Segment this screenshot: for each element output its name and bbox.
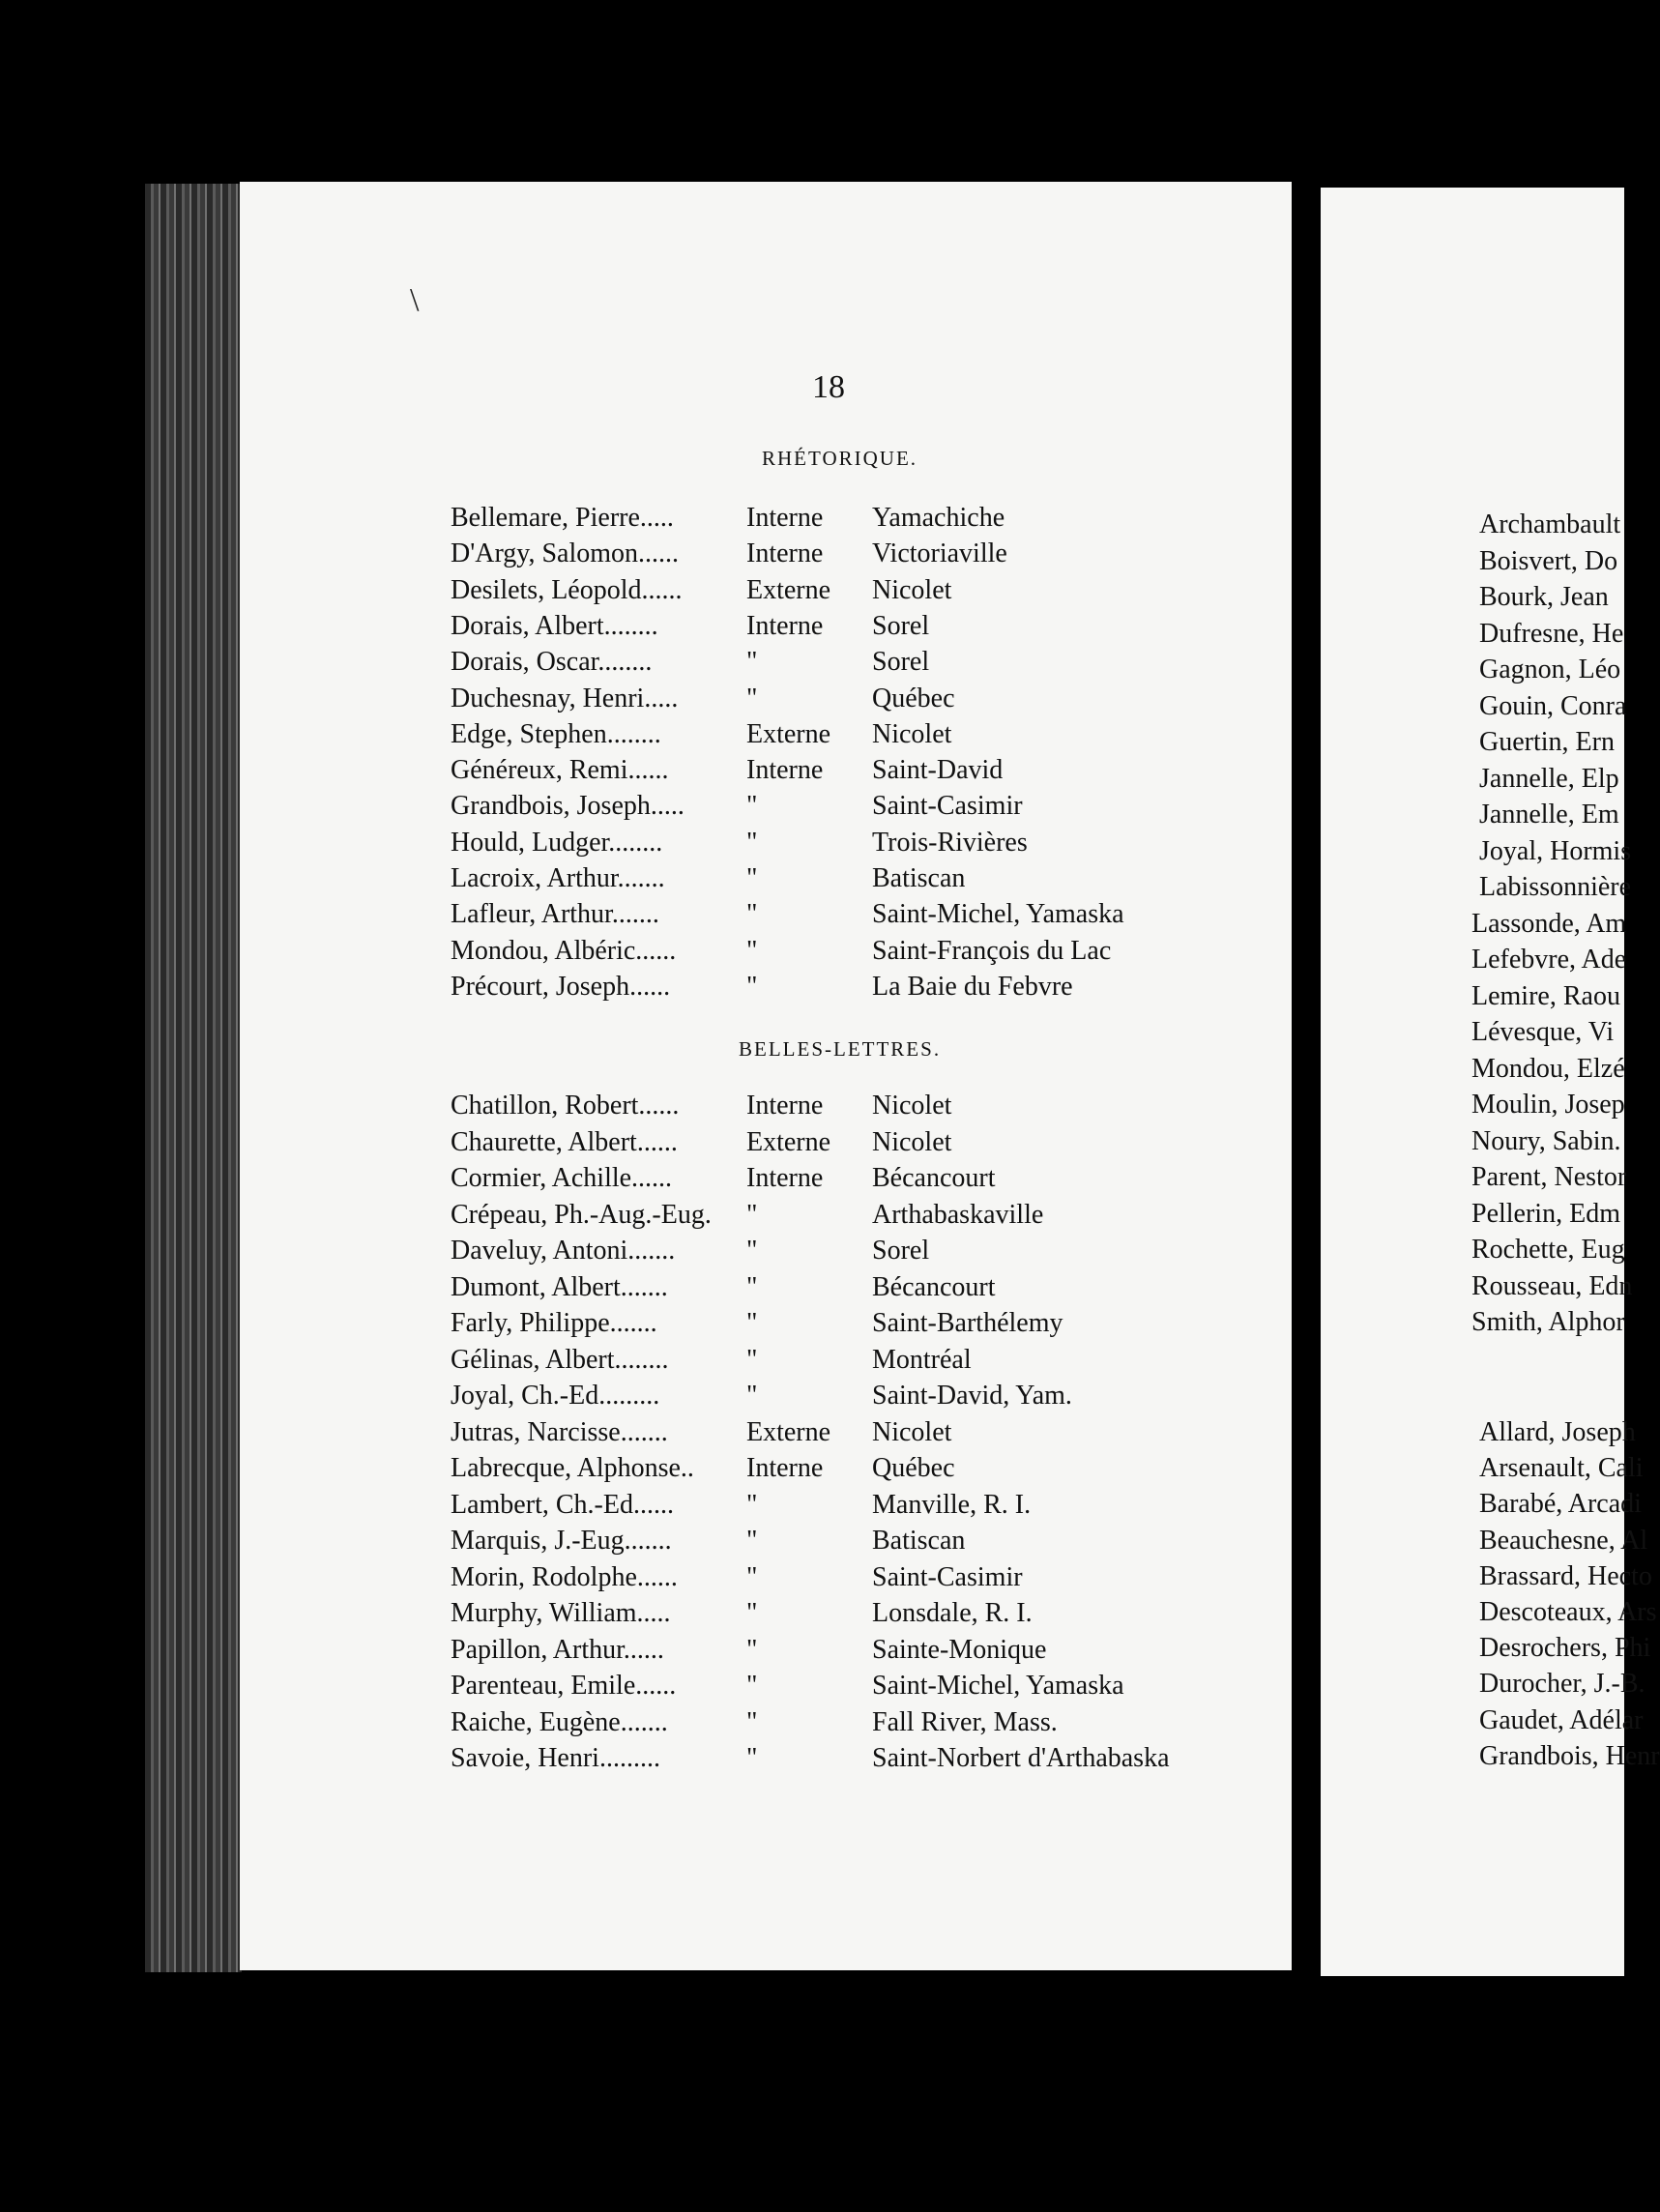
entry-status: " (746, 1271, 758, 1302)
entry-status: " (746, 1381, 758, 1411)
entry-name: Hould, Ludger........ (451, 827, 663, 858)
entry-place: Nicolet (872, 718, 952, 749)
list-item: Archambault (1479, 509, 1621, 539)
list-item (451, 647, 1243, 684)
entry-name: Lafleur, Arthur....... (451, 899, 659, 930)
entry-name: Chatillon, Robert...... (451, 1091, 680, 1121)
entry-name: Chaurette, Albert...... (451, 1126, 678, 1157)
entry-name: Généreux, Remi...... (451, 755, 669, 786)
list-item (451, 1200, 1243, 1237)
entry-place: Saint-David, Yam. (872, 1381, 1072, 1411)
entry-place: Saint-Casimir (872, 1561, 1023, 1592)
list-item (451, 1417, 1243, 1454)
book-page-edges (145, 184, 242, 1972)
list-item: Pellerin, Edm (1471, 1198, 1620, 1229)
entry-place: Sorel (872, 647, 930, 678)
entry-place: Sorel (872, 1236, 930, 1266)
list-item (451, 1671, 1243, 1707)
entry-status: " (746, 971, 758, 1002)
entry-status: Interne (746, 503, 824, 533)
list-item (451, 972, 1243, 1008)
entry-status: " (746, 647, 758, 678)
entry-status: Interne (746, 755, 824, 786)
entry-name: Mondou, Albéric...... (451, 935, 677, 966)
entry-status: Externe (746, 574, 831, 605)
entry-place: Québec (872, 683, 955, 713)
entry-status: " (746, 827, 758, 858)
entry-place: Batiscan (872, 1526, 966, 1556)
entry-name: Marquis, J.-Eug....... (451, 1526, 672, 1556)
entry-status: " (746, 791, 758, 822)
section-heading-rhetorique: RHÉTORIQUE. (762, 447, 918, 470)
entry-status: " (746, 1671, 758, 1701)
list-item: Brassard, Hecto (1479, 1560, 1652, 1591)
entry-place: Bécancourt (872, 1271, 996, 1302)
entry-place: Saint-Michel, Yamaska (872, 1671, 1124, 1701)
entry-place: Montréal (872, 1344, 972, 1375)
list-item: Jannelle, Elp (1479, 763, 1619, 794)
entry-place: Bécancourt (872, 1163, 996, 1193)
list-item: Bourk, Jean (1479, 582, 1609, 612)
list-item (451, 791, 1243, 828)
list-item: Boisvert, Do (1479, 545, 1618, 576)
entry-name: Grandbois, Joseph..... (451, 791, 684, 822)
list-item (451, 1526, 1243, 1562)
entry-status: " (746, 935, 758, 966)
entry-name: Murphy, William..... (451, 1598, 671, 1628)
list-item (451, 1127, 1243, 1164)
entry-status: Interne (746, 610, 824, 641)
entry-place: Victoriaville (872, 538, 1007, 569)
section-heading-belles-lettres: BELLES-LETTRES. (739, 1037, 942, 1061)
entry-status: Interne (746, 1163, 824, 1193)
list-item (451, 1635, 1243, 1672)
list-item (451, 719, 1243, 756)
entry-place: Batiscan (872, 863, 966, 893)
entry-name: Raiche, Eugène....... (451, 1706, 668, 1737)
entry-place: Nicolet (872, 1416, 952, 1447)
entry-name: Savoie, Henri......... (451, 1743, 660, 1773)
entry-place: Sainte-Monique (872, 1634, 1047, 1665)
entry-name: Desilets, Léopold...... (451, 574, 683, 605)
entry-name: Parenteau, Emile...... (451, 1671, 677, 1701)
list-item (451, 755, 1243, 792)
list-item (451, 1272, 1243, 1309)
list-item (451, 503, 1243, 539)
list-item (451, 828, 1243, 864)
list-item: Lemire, Raou (1471, 980, 1620, 1011)
list-item: Arsenault, Cali (1479, 1453, 1644, 1484)
list-item: Smith, Alphor (1471, 1307, 1625, 1337)
list-item: Noury, Sabin. (1471, 1125, 1621, 1156)
entry-status: Interne (746, 1091, 824, 1121)
list-item: Lassonde, Am (1471, 908, 1627, 939)
entry-name: Labrecque, Alphonse.. (451, 1453, 694, 1483)
entry-name: Précourt, Joseph...... (451, 971, 671, 1002)
list-item: Rochette, Eug (1471, 1235, 1625, 1265)
list-item (451, 611, 1243, 648)
entry-place: Arthabaskaville (872, 1199, 1044, 1230)
entry-status: Interne (746, 1453, 824, 1483)
list-item (451, 538, 1243, 575)
entry-name: Gélinas, Albert........ (451, 1344, 669, 1375)
entry-name: Dorais, Oscar........ (451, 647, 653, 678)
list-item: Parent, Nestor (1471, 1162, 1627, 1192)
entry-place: Yamachiche (872, 503, 1005, 533)
entry-name: Crépeau, Ph.-Aug.-Eug. (451, 1199, 712, 1230)
list-item: Labissonnière (1479, 872, 1632, 902)
list-item (451, 1490, 1243, 1527)
entry-place: Nicolet (872, 1126, 952, 1157)
list-item (451, 1091, 1243, 1127)
entry-place: Nicolet (872, 574, 952, 605)
list-item (451, 1562, 1243, 1599)
list-item: Jannelle, Em (1479, 800, 1619, 830)
entry-status: " (746, 1706, 758, 1737)
entry-name: Dumont, Albert....... (451, 1271, 668, 1302)
entry-name: Farly, Philippe....... (451, 1308, 657, 1338)
entry-name: Duchesnay, Henri..... (451, 683, 679, 713)
entry-name: Bellemare, Pierre..... (451, 503, 674, 533)
list-item: Allard, Joseph (1479, 1417, 1636, 1447)
entry-status: " (746, 1236, 758, 1266)
entry-status: " (746, 899, 758, 930)
list-item (451, 575, 1243, 612)
entry-status: " (746, 1561, 758, 1592)
entry-status: " (746, 1598, 758, 1628)
entry-status: Externe (746, 718, 831, 749)
entry-status: " (746, 1634, 758, 1665)
list-item: Durocher, J.-B. (1479, 1669, 1645, 1700)
entry-place: Québec (872, 1453, 955, 1483)
list-item: Lefebvre, Ade (1471, 945, 1627, 975)
entry-place: Fall River, Mass. (872, 1706, 1058, 1737)
list-item: Gaudet, Adélar (1479, 1704, 1644, 1735)
entry-place: Nicolet (872, 1091, 952, 1121)
list-item (451, 1707, 1243, 1744)
list-item: Beauchesne, Al (1479, 1525, 1648, 1556)
list-item: Joyal, Hormis (1479, 835, 1632, 866)
entry-place: Lonsdale, R. I. (872, 1598, 1033, 1628)
entry-status: " (746, 1199, 758, 1230)
entry-status: Interne (746, 538, 824, 569)
entry-place: Saint-Norbert d'Arthabaska (872, 1743, 1170, 1773)
entry-place: Manville, R. I. (872, 1489, 1032, 1520)
page-number: 18 (812, 369, 845, 405)
entry-name: D'Argy, Salomon...... (451, 538, 680, 569)
list-item (451, 1381, 1243, 1417)
entry-status: " (746, 1344, 758, 1375)
entry-status: " (746, 1489, 758, 1520)
list-item (451, 1236, 1243, 1272)
entry-status: " (746, 1526, 758, 1556)
list-item (451, 1345, 1243, 1382)
list-item (451, 1163, 1243, 1200)
entry-place: Saint-Michel, Yamaska (872, 899, 1124, 930)
list-item (451, 936, 1243, 973)
list-item (451, 1308, 1243, 1345)
list-item (451, 1743, 1243, 1780)
entry-status: " (746, 1743, 758, 1773)
list-item (451, 1453, 1243, 1490)
entry-name: Edge, Stephen........ (451, 718, 661, 749)
entry-status: " (746, 863, 758, 893)
entry-status: " (746, 1308, 758, 1338)
entry-place: Trois-Rivières (872, 827, 1028, 858)
entry-place: Saint-Barthélemy (872, 1308, 1063, 1338)
right-page (1321, 188, 1660, 1976)
list-item: Rousseau, Edn (1471, 1270, 1633, 1301)
list-item (451, 863, 1243, 900)
list-item: Moulin, Josep (1471, 1090, 1625, 1120)
entry-name: Daveluy, Antoni....... (451, 1236, 676, 1266)
entry-status: Externe (746, 1416, 831, 1447)
list-item (451, 899, 1243, 936)
list-item: Barabé, Arcadi (1479, 1489, 1642, 1520)
entry-place: Saint-Casimir (872, 791, 1023, 822)
entry-name: Cormier, Achille...... (451, 1163, 673, 1193)
entry-name: Morin, Rodolphe...... (451, 1561, 678, 1592)
list-item: Descoteaux, Ars (1479, 1597, 1657, 1627)
list-item (451, 684, 1243, 720)
list-item: Desrochers, Phi (1479, 1633, 1651, 1664)
list-item (451, 1598, 1243, 1635)
entry-status: " (746, 683, 758, 713)
entry-place: La Baie du Febvre (872, 971, 1073, 1002)
list-item: Mondou, Elzé (1471, 1053, 1625, 1084)
entry-name: Lacroix, Arthur....... (451, 863, 665, 893)
entry-name: Dorais, Albert........ (451, 610, 658, 641)
list-item: Guertin, Ern (1479, 727, 1615, 757)
entry-status: Externe (746, 1126, 831, 1157)
list-item: Dufresne, He (1479, 618, 1624, 649)
list-item: Grandbois, Henr (1479, 1740, 1660, 1771)
list-item: Gouin, Conra (1479, 690, 1627, 721)
entry-name: Joyal, Ch.-Ed......... (451, 1381, 660, 1411)
entry-name: Papillon, Arthur...... (451, 1634, 664, 1665)
entry-place: Saint-David (872, 755, 1004, 786)
entry-name: Jutras, Narcisse....... (451, 1416, 668, 1447)
list-item: Lévesque, Vi (1471, 1017, 1615, 1047)
entry-place: Sorel (872, 610, 930, 641)
stray-mark: \ (410, 282, 420, 318)
entry-place: Saint-François du Lac (872, 935, 1112, 966)
entry-name: Lambert, Ch.-Ed...... (451, 1489, 674, 1520)
list-item: Gagnon, Léo (1479, 655, 1621, 684)
